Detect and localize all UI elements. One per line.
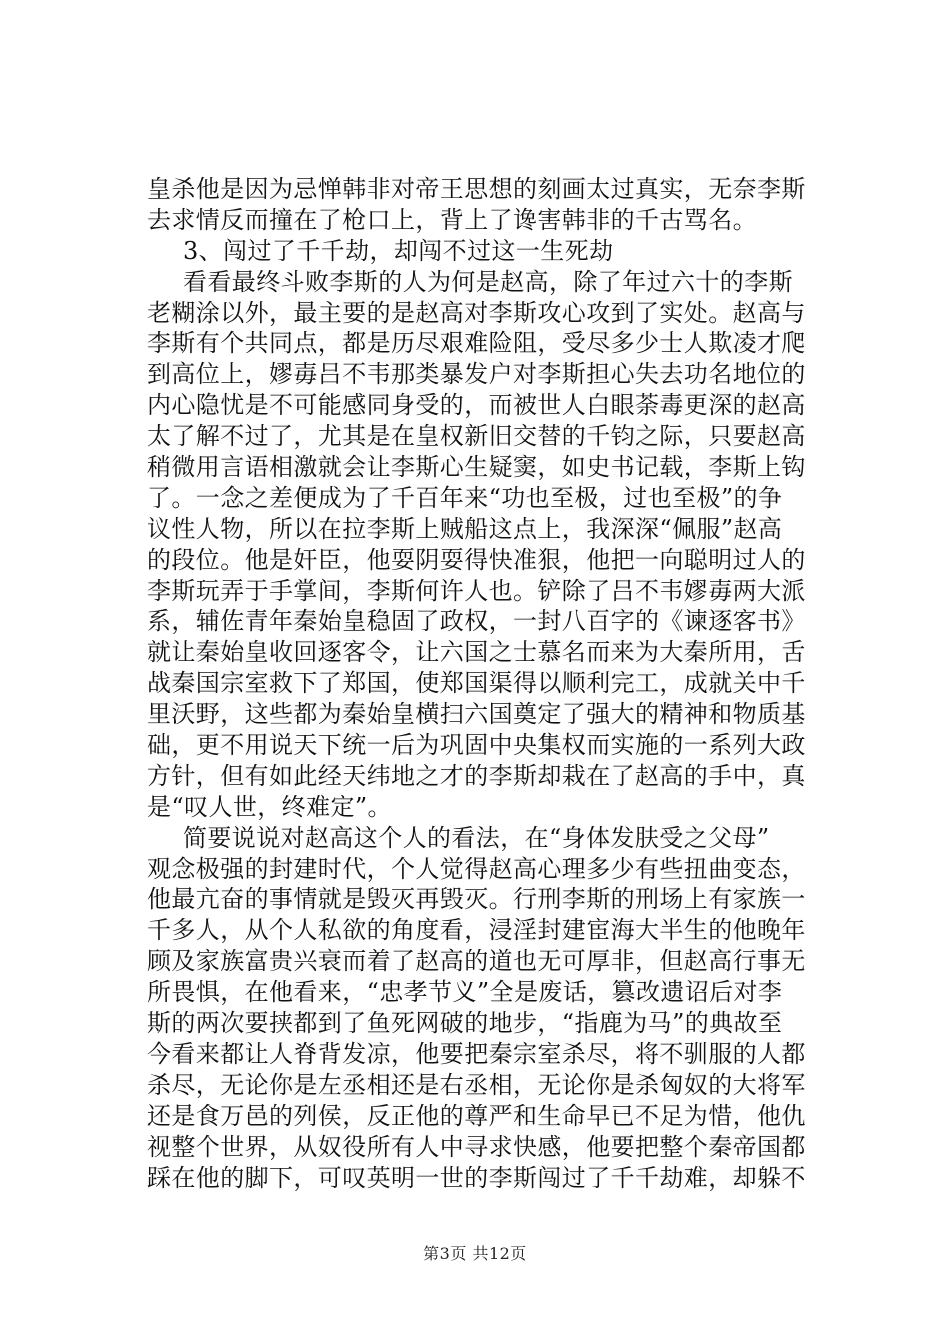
text-line: 斯的两次要挟都到了鱼死网破的地步，“指鹿为马”的典故至 [147,1009,783,1038]
text-line: 去求情反而撞在了枪口上，背上了谗害韩非的千古骂名。 [147,205,757,234]
text-line: 战秦国宗室救下了郑国，使郑国渠得以顺利完工，成就关中千 [147,669,806,698]
text-line: 是“叹人世，终难定”。 [147,792,392,821]
text-line: 老糊涂以外，最主要的是赵高对李斯攻心攻到了实处。赵高与 [147,298,806,327]
page-number-footer: 第3页 共12页 [423,1244,527,1263]
text-line: 今看来都让人脊背发凉，他要把秦宗室杀尽，将不驯服的人都 [147,1039,806,1068]
text-line: 系，辅佐青年秦始皇稳固了政权，一封八百字的《谏逐客书》 [147,607,806,636]
text-line: 皇杀他是因为忌惮韩非对帝王思想的刻画太过真实，无奈李斯 [147,175,806,203]
text-line: 千多人，从个人私欲的角度看，浸淫封建宦海大半生的他晚年 [147,916,806,945]
text-line: 他最亢奋的事情就是毁灭再毁灭。行刑李斯的刑场上有家族一 [147,885,806,914]
text-line: 稍微用言语相激就会让李斯心生疑窦，如史书记载，李斯上钩 [147,453,806,482]
text-line: 里沃野，这些都为秦始皇横扫六国奠定了强大的精神和物质基 [147,700,806,729]
text-line: 的段位。他是奸臣，他耍阴耍得快准狠，他把一向聪明过人的 [147,545,806,574]
text-line: 到高位上，嫪毐吕不韦那类暴发户对李斯担心失去功名地位的 [147,360,806,389]
section-heading: 3、闯过了千千劫，却闯不过这一生死劫 [183,236,614,265]
text-line: 就让秦始皇收回逐客令，让六国之士慕名而来为大秦所用，舌 [147,638,806,667]
text-line: 李斯玩弄于手掌间，李斯何许人也。铲除了吕不韦嫪毐两大派 [147,576,806,605]
text-line: 议性人物，所以在拉李斯上贼船这点上，我深深“佩服”赵高 [147,514,783,543]
text-line: 杀尽，无论你是左丞相还是右丞相，无论你是杀匈奴的大将军 [147,1070,806,1099]
text-line: 所畏惧，在他看来，“忠孝节义”全是废话，篡改遗诏后对李 [147,978,783,1007]
text-line: 视整个世界，从奴役所有人中寻求快感，他要把整个秦帝国都 [147,1132,806,1161]
text-line: 还是食万邑的列侯，反正他的尊严和生命早已不足为惜，他仇 [147,1101,806,1130]
paragraph-start-line: 简要说说对赵高这个人的看法，在“身体发肤受之父母” [183,823,770,852]
text-line: 础，更不用说天下统一后为巩固中央集权而实施的一系列大政 [147,731,806,760]
text-line: 踩在他的脚下，可叹英明一世的李斯闯过了千千劫难，却躲不 [147,1163,806,1192]
text-line: 李斯有个共同点，都是历尽艰难险阻，受尽多少士人欺凌才爬 [147,329,806,358]
text-line: 观念极强的封建时代，个人觉得赵高心理多少有些扭曲变态， [147,854,806,883]
paragraph-start-line: 看看最终斗败李斯的人为何是赵高，除了年过六十的李斯 [183,267,793,296]
text-line: 内心隐忧是不可能感同身受的，而被世人白眼荼毒更深的赵高 [147,391,806,420]
text-line: 顾及家族富贵兴衰而着了赵高的道也无可厚非，但赵高行事无 [147,947,806,976]
body-text [147,174,809,1193]
text-line: 了。一念之差便成为了千百年来“功也至极，过也至极”的争 [147,483,783,512]
text-line: 太了解不过了，尤其是在皇权新旧交替的千钧之际，只要赵高 [147,422,806,451]
text-line: 方针，但有如此经天纬地之才的李斯却栽在了赵高的手中，真 [147,761,806,790]
